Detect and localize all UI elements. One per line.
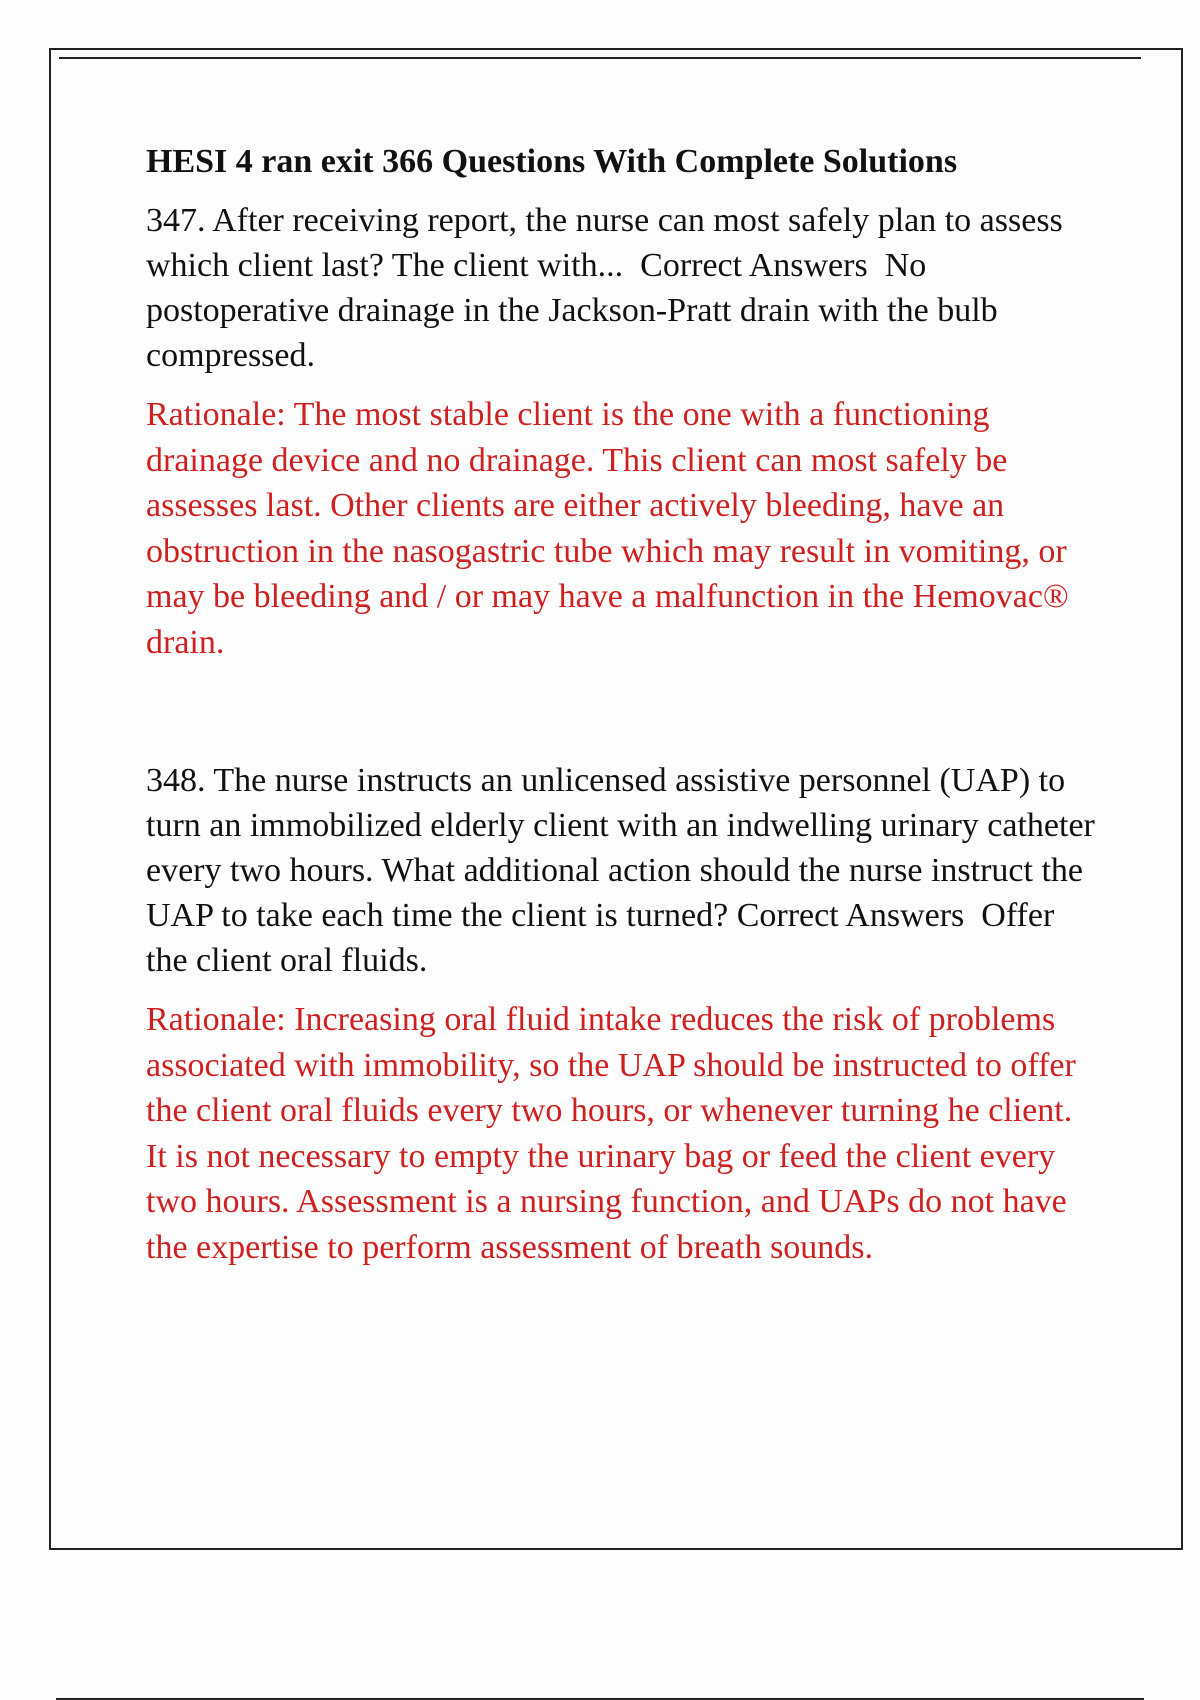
rationale-text: Rationale: The most stable client is the one with a functioning drainage device and no drainage. This client can most safely be assesses last. Other clients are either actively bleeding, have an obstruction in the nasogastric tube which may result in vomiting, or may be bleeding and / or may have a malfunction in the Hemovac® drain. [146,396,1069,661]
document-title: HESI 4 ran exit 366 Questions With Complete Solutions [146,143,958,180]
spacer [146,665,1096,758]
answer-text: No postoperative drainage in the Jackson-Pratt drain with the bulb compressed. [146,247,998,374]
document-body [146,140,1096,1270]
question-block-347 [146,198,1096,665]
answer-text: Offer the client oral fluids. [146,897,1055,979]
answer-label: Correct Answers [736,897,965,934]
question-text [146,198,1096,378]
question-prompt: 348. The nurse instructs an unlicensed assistive personnel (UAP) to turn an immobilized elderly client with an indwelling urinary catheter every two hours. What additional action should the nurse instruct the UAP to take each time the client is turned? [146,762,1095,934]
question-block-348 [146,758,1096,1270]
top-rule [59,57,1141,59]
answer-label: Correct Answers [640,247,868,284]
question-text [146,758,1096,983]
rationale-text: Rationale: Increasing oral fluid intake reduces the risk of problems associated with immobility, so the UAP should be instructed to offer the client oral fluids every two hours, or whenever turning he client. It is not necessary to empty the urinary bag or feed the client every two hours. Assessment is a nursing function, and UAPs do not have the expertise to perform assessment of breath sounds. [146,1001,1076,1266]
question-prompt: 347. After receiving report, the nurse can most safely plan to assess which client last? The client with... [146,202,1063,284]
